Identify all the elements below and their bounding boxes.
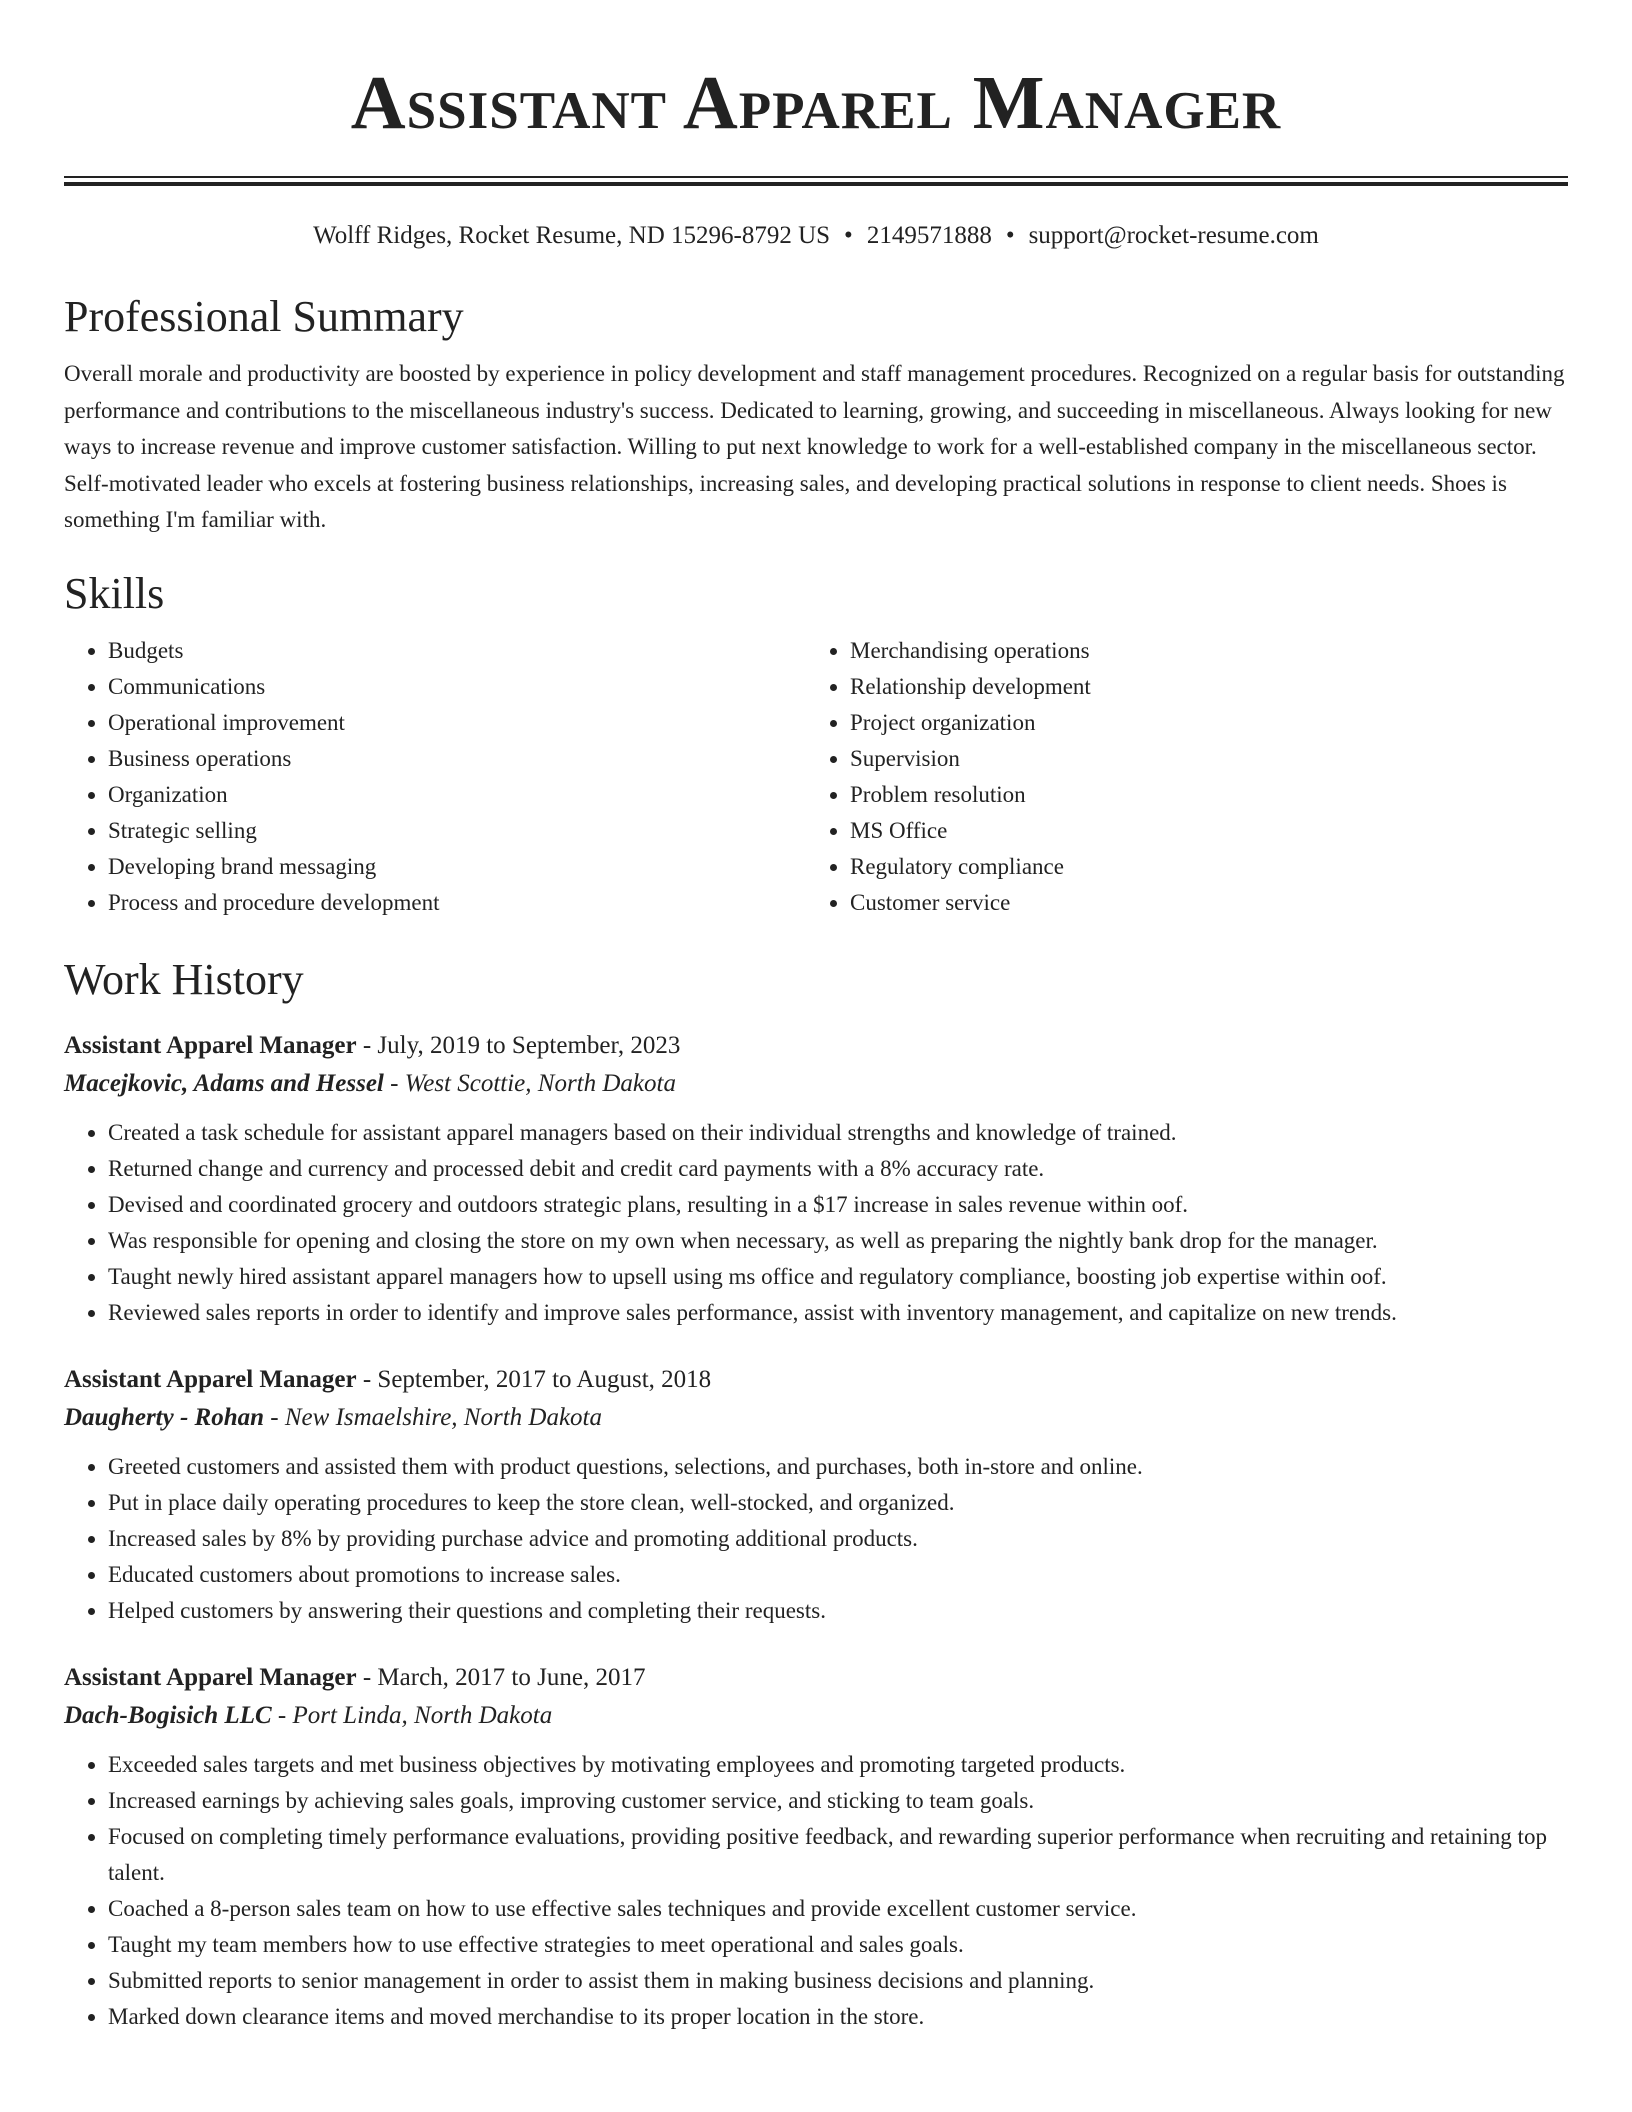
skills-right-list	[806, 633, 1548, 921]
skill-item: • Organization	[108, 777, 806, 813]
skill-item: • Process and procedure development	[108, 885, 806, 921]
job-entry	[64, 1027, 1568, 1331]
duty-item: • Created a task schedule for assistant apparel managers based on their individual strengths and knowledge of trained.	[108, 1115, 1568, 1151]
work-history-heading: Work History	[64, 954, 304, 1004]
job-title: Assistant Apparel Manager	[64, 1031, 357, 1059]
job-company: Dach-Bogisich LLC	[64, 1701, 272, 1729]
skill-item: • Budgets	[108, 633, 806, 669]
duty-item: • Increased earnings by achieving sales goals, improving customer service, and sticking to team goals.	[108, 1783, 1568, 1819]
skill-item: • Problem resolution	[850, 777, 1548, 813]
duty-item: • Taught my team members how to use effective strategies to meet operational and sales goals.	[108, 1927, 1568, 1963]
skill-item: • Relationship development	[850, 669, 1548, 705]
skill-item: • Communications	[108, 669, 806, 705]
duty-item: • Greeted customers and assisted them with product questions, selections, and purchases, both in-store and online.	[108, 1449, 1568, 1485]
job-company: Daugherty - Rohan	[64, 1403, 265, 1431]
job-title: Assistant Apparel Manager	[64, 1663, 357, 1691]
resume-name: Assistant Apparel Manager	[350, 61, 1282, 145]
duty-item: • Marked down clearance items and moved merchandise to its proper location in the store.	[108, 1999, 1568, 2035]
skills-columns	[64, 633, 1568, 921]
skill-item: • Customer service	[850, 885, 1548, 921]
skill-item: • Developing brand messaging	[108, 849, 806, 885]
duty-item: • Reviewed sales reports in order to identify and improve sales performance, assist with inventory management, and capitalize on new trends.	[108, 1295, 1568, 1331]
duty-item: • Increased sales by 8% by providing purchase advice and promoting additional products.	[108, 1521, 1568, 1557]
summary-heading: Professional Summary	[64, 292, 464, 341]
job-duties	[64, 1747, 1568, 2035]
skill-item: • Project organization	[850, 705, 1548, 741]
job-entry	[64, 1361, 1568, 1629]
skill-item: • Strategic selling	[108, 813, 806, 849]
skill-item: • Merchandising operations	[850, 633, 1548, 669]
job-header	[64, 1027, 1568, 1065]
duty-item: • Coached a 8-person sales team on how to use effective sales techniques and provide excellent customer service.	[108, 1891, 1568, 1927]
job-location: - Port Linda, North Dakota	[271, 1701, 553, 1729]
skill-item: • Regulatory compliance	[850, 849, 1548, 885]
duty-item: • Taught newly hired assistant apparel managers how to upsell using ms office and regulatory compliance, boosting job expertise within oof.	[108, 1259, 1568, 1295]
skill-item: • Business operations	[108, 741, 806, 777]
job-duties	[64, 1449, 1568, 1629]
duty-item: • Put in place daily operating procedures to keep the store clean, well-stocked, and organized.	[108, 1485, 1568, 1521]
contact-address: Wolff Ridges, Rocket Resume, ND 15296-8792 US	[313, 222, 831, 249]
job-duties	[64, 1115, 1568, 1331]
contact-phone: 2149571888	[866, 222, 992, 249]
contact-line	[64, 220, 1568, 252]
job-employer	[64, 1399, 1568, 1437]
job-company: Macejkovic, Adams and Hessel	[64, 1069, 384, 1097]
duty-item: • Submitted reports to senior management in order to assist them in making business decisions and planning.	[108, 1963, 1568, 1999]
header-double-rule	[64, 176, 1568, 186]
skills-heading: Skills	[64, 568, 165, 618]
job-employer	[64, 1065, 1568, 1103]
job-header	[64, 1659, 1568, 1697]
job-entry	[64, 1659, 1568, 2035]
duty-item: • Was responsible for opening and closing the store on my own when necessary, as well as preparing the nightly bank drop for the manager.	[108, 1223, 1568, 1259]
job-dates: - March, 2017 to June, 2017	[356, 1663, 646, 1691]
job-location: - New Ismaelshire, North Dakota	[264, 1403, 602, 1431]
contact-separator: •	[1005, 222, 1015, 249]
job-location: - West Scottie, North Dakota	[383, 1069, 676, 1097]
duty-item: • Exceeded sales targets and met business objectives by motivating employees and promoting targeted products.	[108, 1747, 1568, 1783]
contact-separator: •	[844, 222, 853, 249]
duty-item: • Focused on completing timely performance evaluations, providing positive feedback, and rewarding superior performance when recruiting and retaining top talent.	[108, 1819, 1568, 1891]
job-dates: - September, 2017 to August, 2018	[356, 1365, 712, 1393]
job-dates: - July, 2019 to September, 2023	[356, 1031, 681, 1059]
skill-item: • Operational improvement	[108, 705, 806, 741]
duty-item: • Educated customers about promotions to increase sales.	[108, 1557, 1568, 1593]
skill-item: • MS Office	[850, 813, 1548, 849]
duty-item: • Returned change and currency and processed debit and credit card payments with a 8% accuracy rate.	[108, 1151, 1568, 1187]
duty-item: • Helped customers by answering their questions and completing their requests.	[108, 1593, 1568, 1629]
job-header	[64, 1361, 1568, 1399]
contact-email: support@rocket-resume.com	[1028, 222, 1319, 249]
skills-left-list	[64, 633, 806, 921]
summary-text: Overall morale and productivity are boosted by experience in policy development and staff management procedures. Recognized on a regular basis for outstanding performance and contributions to the miscellaneous industry's success. Dedicated to learning, growing, and succeeding in miscellaneous. Always looking for new ways to increase revenue and improve customer satisfaction. Willing to put next knowledge to work for a well-established company in the miscellaneous sector. Self-motivated leader who excels at fostering business relationships, increasing sales, and developing practical solutions in response to client needs. Shoes is something I'm familiar with.	[64, 361, 1565, 532]
skill-item: • Supervision	[850, 741, 1548, 777]
job-employer	[64, 1697, 1568, 1735]
duty-item: • Devised and coordinated grocery and outdoors strategic plans, resulting in a $17 increase in sales revenue within oof.	[108, 1187, 1568, 1223]
job-title: Assistant Apparel Manager	[64, 1365, 357, 1393]
